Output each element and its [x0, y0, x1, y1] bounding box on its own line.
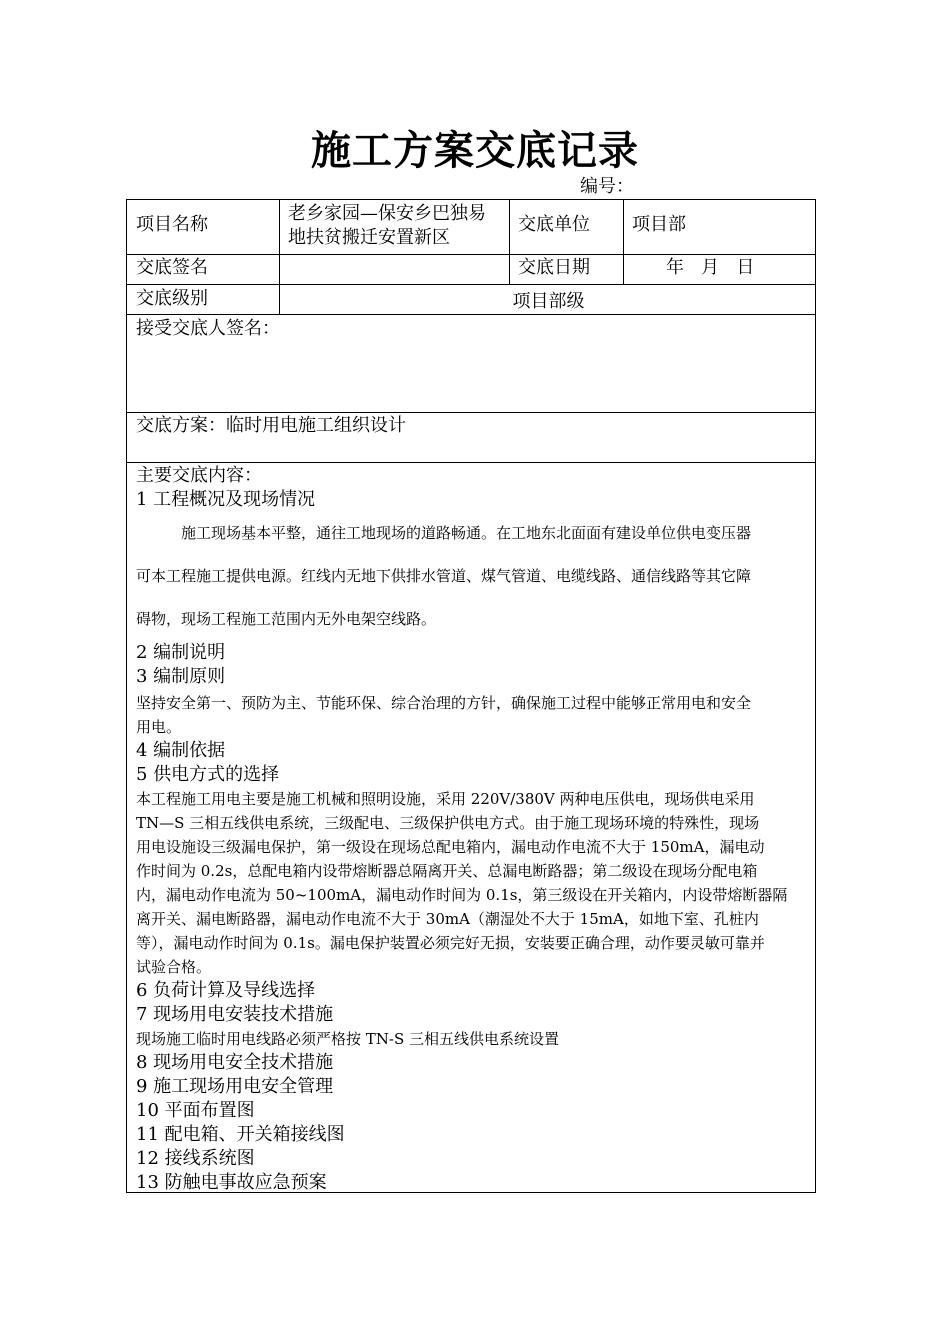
- handover-date-label: 交底日期: [518, 257, 590, 278]
- handover-unit-value: 项目部: [632, 214, 686, 235]
- paragraph-line: 离开关、漏电断路器，漏电动作电流不大于 30mA（潮湿处不大于 15mA，如地下室、孔桩内: [136, 910, 759, 928]
- paragraph-line: 坚持安全第一、预防为主、节能环保、综合治理的方针，确保施工过程中能够正常用电和安全: [136, 694, 752, 712]
- section-heading: 4 编制依据: [136, 740, 226, 761]
- paragraph-line: TN—S 三相五线供电系统，三级配电、三级保护供电方式。由于施工现场环境的特殊性，现场: [136, 814, 760, 832]
- section-heading: 6 负荷计算及导线选择: [136, 980, 316, 1001]
- section-heading: 2 编制说明: [136, 642, 226, 663]
- section-heading: 10 平面布置图: [136, 1100, 255, 1121]
- paragraph-line: 用电设施设三级漏电保护，第一级设在现场总配电箱内，漏电动作电流不大于 150mA，漏电动: [136, 838, 765, 856]
- paragraph-line: 可本工程施工提供电源。红线内无地下供排水管道、煤气管道、电缆线路、通信线路等其它障: [136, 567, 752, 585]
- section-heading: 9 施工现场用电安全管理: [136, 1076, 334, 1097]
- handover-level-value: 项目部级: [512, 291, 585, 312]
- project-name-value-line1: 老乡家园—保安乡巴独易: [288, 203, 486, 224]
- section-heading: 5 供电方式的选择: [136, 764, 280, 785]
- paragraph-line: 等），漏电动作时间为 0.1s。漏电保护装置必须完好无损，安装要正确合理，动作要灵敏可靠并: [136, 934, 765, 952]
- paragraph-line: 现场施工临时用电线路必须严格按 TN-S 三相五线供电系统设置: [136, 1030, 560, 1048]
- section-heading: 3 编制原则: [136, 666, 226, 687]
- paragraph-line: 内，漏电动作电流为 50~100mA，漏电动作时间为 0.1s，第三级设在开关箱内，内设带熔断器隔: [136, 886, 788, 904]
- handover-plan-label: 交底方案：临时用电施工组织设计: [136, 415, 406, 436]
- project-name-label: 项目名称: [136, 214, 208, 235]
- column-divider: [509, 200, 510, 284]
- row-divider: [127, 462, 815, 463]
- row-divider: [127, 412, 815, 413]
- paragraph-line: 施工现场基本平整，通往工地现场的道路畅通。在工地东北面面有建设单位供电变压器: [181, 524, 752, 542]
- handover-form-table: [126, 199, 816, 1193]
- column-divider: [623, 200, 624, 284]
- paragraph-line: 试验合格。: [136, 958, 212, 976]
- main-content: [136, 464, 808, 1195]
- paragraph-line: 作时间为 0.2s，总配电箱内设带熔断器总隔离开关、总漏电断路器；第二级设在现场分配电箱: [136, 862, 758, 880]
- row-divider: [127, 284, 815, 285]
- row-divider: [127, 254, 815, 255]
- handover-signature-label: 交底签名: [136, 257, 208, 278]
- handover-level-label: 交底级别: [136, 288, 208, 309]
- section-heading: 11 配电箱、开关箱接线图: [136, 1124, 345, 1145]
- handover-unit-label: 交底单位: [518, 214, 590, 235]
- handover-date-value: 年 月 日: [666, 257, 755, 278]
- section-heading: 7 现场用电安装技术措施: [136, 1004, 334, 1025]
- project-name-value-line2: 地扶贫搬迁安置新区: [288, 227, 450, 248]
- paragraph-line: 本工程施工用电主要是施工机械和照明设施，采用 220V/380V 两种电压供电，现场供电采用: [136, 790, 755, 808]
- section-heading: 13 防触电事故应急预案: [136, 1172, 327, 1193]
- section-heading: 1 工程概况及现场情况: [136, 489, 316, 510]
- receiver-signature-label: 接受交底人签名：: [136, 318, 280, 339]
- serial-number-label: 编号：: [580, 176, 634, 197]
- section-heading: 8 现场用电安全技术措施: [136, 1052, 334, 1073]
- content-heading: 主要交底内容：: [136, 465, 262, 486]
- page-title: 施工方案交底记录: [311, 127, 639, 174]
- paragraph-line: 碍物，现场工程施工范围内无外电架空线路。: [136, 610, 437, 628]
- paragraph-line: 用电。: [136, 718, 182, 736]
- row-divider: [127, 314, 815, 315]
- section-heading: 12 接线系统图: [136, 1148, 255, 1169]
